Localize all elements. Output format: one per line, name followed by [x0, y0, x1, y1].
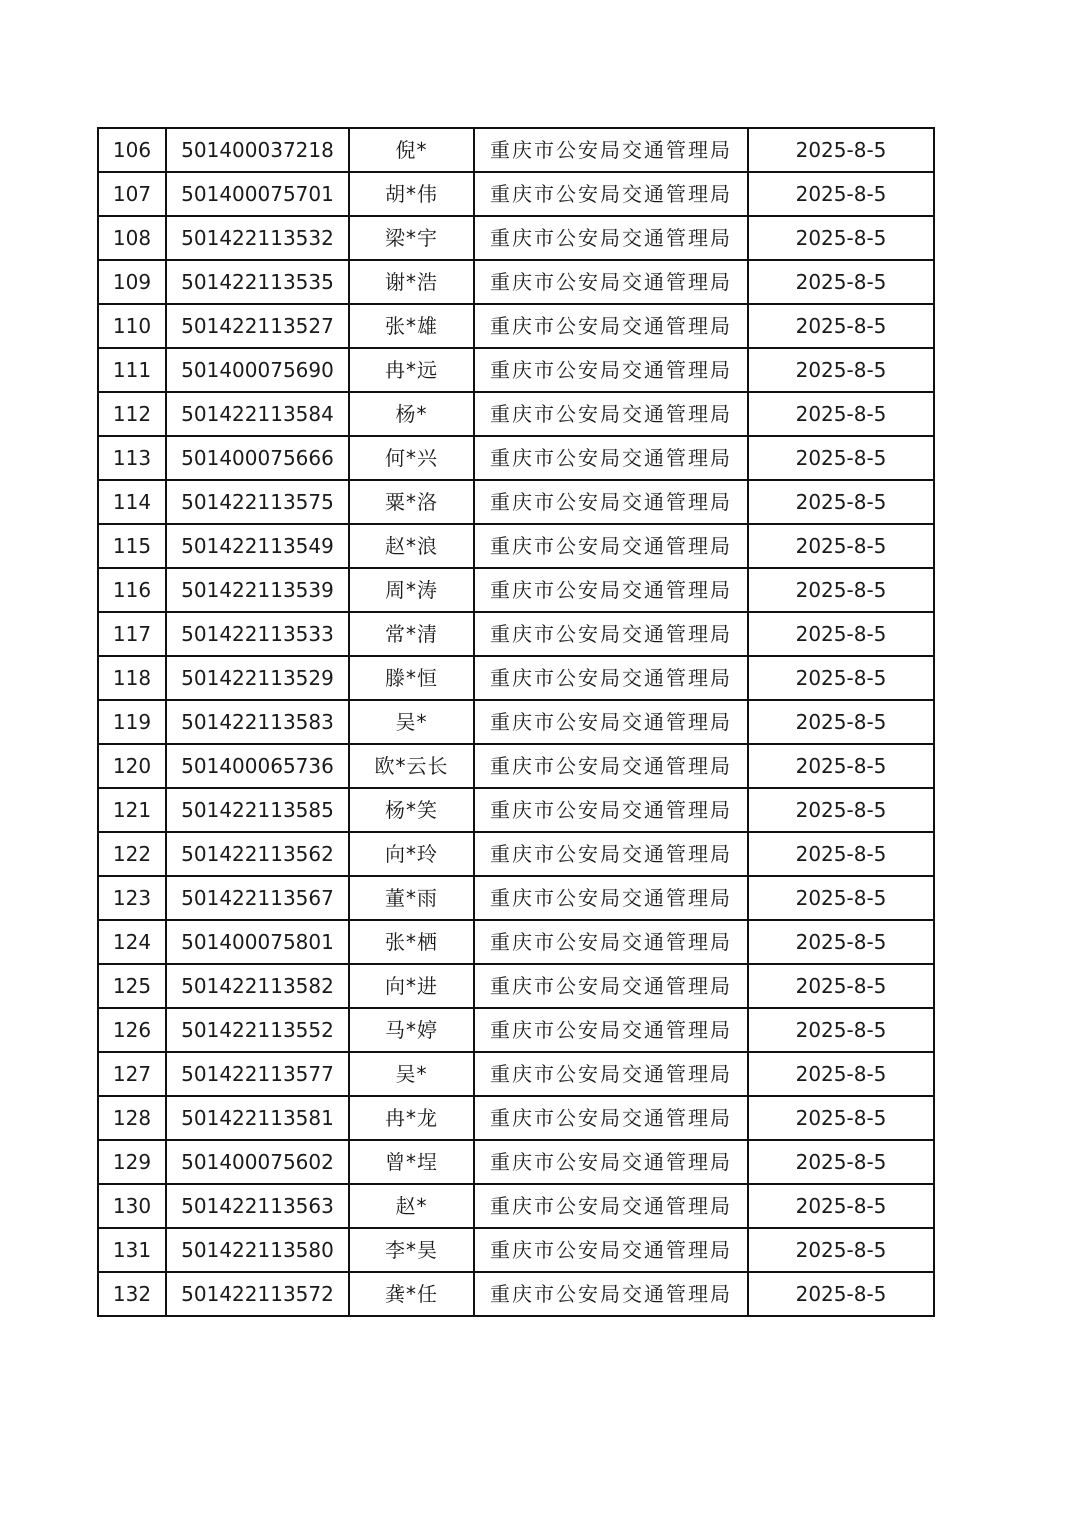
table-row	[98, 128, 934, 172]
person-name-cell: 滕*恒	[349, 656, 474, 700]
row-number-cell: 123	[98, 876, 166, 920]
table-row	[98, 876, 934, 920]
record-id-cell: 501400065736	[166, 744, 349, 788]
person-name-cell: 杨*笑	[349, 788, 474, 832]
row-number-cell: 118	[98, 656, 166, 700]
organization-cell: 重庆市公安局交通管理局	[474, 1008, 748, 1052]
person-name-cell: 吴*	[349, 1052, 474, 1096]
row-number-cell: 120	[98, 744, 166, 788]
organization-cell: 重庆市公安局交通管理局	[474, 700, 748, 744]
record-id-cell: 501400075701	[166, 172, 349, 216]
date-cell: 2025-8-5	[748, 920, 934, 964]
organization-cell: 重庆市公安局交通管理局	[474, 172, 748, 216]
date-cell: 2025-8-5	[748, 964, 934, 1008]
row-number-cell: 112	[98, 392, 166, 436]
organization-cell: 重庆市公安局交通管理局	[474, 1140, 748, 1184]
person-name-cell: 董*雨	[349, 876, 474, 920]
record-id-cell: 501422113583	[166, 700, 349, 744]
date-cell: 2025-8-5	[748, 876, 934, 920]
table-row	[98, 392, 934, 436]
date-cell: 2025-8-5	[748, 1140, 934, 1184]
table-row	[98, 1052, 934, 1096]
record-id-cell: 501422113572	[166, 1272, 349, 1316]
records-table	[97, 127, 935, 1317]
person-name-cell: 冉*龙	[349, 1096, 474, 1140]
row-number-cell: 110	[98, 304, 166, 348]
record-id-cell: 501422113577	[166, 1052, 349, 1096]
date-cell: 2025-8-5	[748, 216, 934, 260]
organization-cell: 重庆市公安局交通管理局	[474, 1228, 748, 1272]
row-number-cell: 108	[98, 216, 166, 260]
date-cell: 2025-8-5	[748, 744, 934, 788]
record-id-cell: 501422113582	[166, 964, 349, 1008]
date-cell: 2025-8-5	[748, 1096, 934, 1140]
date-cell: 2025-8-5	[748, 612, 934, 656]
person-name-cell: 粟*洛	[349, 480, 474, 524]
row-number-cell: 126	[98, 1008, 166, 1052]
record-id-cell: 501422113539	[166, 568, 349, 612]
table-row	[98, 832, 934, 876]
row-number-cell: 132	[98, 1272, 166, 1316]
person-name-cell: 李*昊	[349, 1228, 474, 1272]
row-number-cell: 131	[98, 1228, 166, 1272]
organization-cell: 重庆市公安局交通管理局	[474, 788, 748, 832]
organization-cell: 重庆市公安局交通管理局	[474, 832, 748, 876]
date-cell: 2025-8-5	[748, 1052, 934, 1096]
row-number-cell: 129	[98, 1140, 166, 1184]
person-name-cell: 曾*埕	[349, 1140, 474, 1184]
date-cell: 2025-8-5	[748, 788, 934, 832]
table-row	[98, 744, 934, 788]
record-id-cell: 501422113562	[166, 832, 349, 876]
row-number-cell: 127	[98, 1052, 166, 1096]
record-id-cell: 501422113527	[166, 304, 349, 348]
table-row	[98, 612, 934, 656]
row-number-cell: 106	[98, 128, 166, 172]
person-name-cell: 胡*伟	[349, 172, 474, 216]
organization-cell: 重庆市公安局交通管理局	[474, 392, 748, 436]
organization-cell: 重庆市公安局交通管理局	[474, 568, 748, 612]
organization-cell: 重庆市公安局交通管理局	[474, 348, 748, 392]
table-row	[98, 656, 934, 700]
date-cell: 2025-8-5	[748, 392, 934, 436]
row-number-cell: 115	[98, 524, 166, 568]
record-id-cell: 501400075801	[166, 920, 349, 964]
organization-cell: 重庆市公安局交通管理局	[474, 612, 748, 656]
row-number-cell: 122	[98, 832, 166, 876]
person-name-cell: 赵*	[349, 1184, 474, 1228]
record-id-cell: 501422113567	[166, 876, 349, 920]
person-name-cell: 常*清	[349, 612, 474, 656]
row-number-cell: 119	[98, 700, 166, 744]
organization-cell: 重庆市公安局交通管理局	[474, 436, 748, 480]
table-row	[98, 788, 934, 832]
organization-cell: 重庆市公安局交通管理局	[474, 1096, 748, 1140]
organization-cell: 重庆市公安局交通管理局	[474, 128, 748, 172]
table-row	[98, 172, 934, 216]
table-row	[98, 260, 934, 304]
person-name-cell: 张*栖	[349, 920, 474, 964]
person-name-cell: 梁*宇	[349, 216, 474, 260]
organization-cell: 重庆市公安局交通管理局	[474, 656, 748, 700]
table-row	[98, 568, 934, 612]
row-number-cell: 114	[98, 480, 166, 524]
organization-cell: 重庆市公安局交通管理局	[474, 876, 748, 920]
record-id-cell: 501400037218	[166, 128, 349, 172]
date-cell: 2025-8-5	[748, 260, 934, 304]
table-row	[98, 1272, 934, 1316]
record-id-cell: 501400075602	[166, 1140, 349, 1184]
person-name-cell: 周*涛	[349, 568, 474, 612]
row-number-cell: 128	[98, 1096, 166, 1140]
organization-cell: 重庆市公安局交通管理局	[474, 744, 748, 788]
record-id-cell: 501422113535	[166, 260, 349, 304]
records-table-body	[98, 128, 934, 1316]
date-cell: 2025-8-5	[748, 568, 934, 612]
organization-cell: 重庆市公安局交通管理局	[474, 216, 748, 260]
record-id-cell: 501422113549	[166, 524, 349, 568]
organization-cell: 重庆市公安局交通管理局	[474, 260, 748, 304]
date-cell: 2025-8-5	[748, 304, 934, 348]
row-number-cell: 124	[98, 920, 166, 964]
date-cell: 2025-8-5	[748, 128, 934, 172]
record-id-cell: 501400075690	[166, 348, 349, 392]
date-cell: 2025-8-5	[748, 1008, 934, 1052]
table-row	[98, 1140, 934, 1184]
table-row	[98, 700, 934, 744]
date-cell: 2025-8-5	[748, 1228, 934, 1272]
row-number-cell: 121	[98, 788, 166, 832]
date-cell: 2025-8-5	[748, 480, 934, 524]
table-row	[98, 304, 934, 348]
date-cell: 2025-8-5	[748, 1184, 934, 1228]
person-name-cell: 欧*云长	[349, 744, 474, 788]
table-row	[98, 1096, 934, 1140]
table-row	[98, 524, 934, 568]
organization-cell: 重庆市公安局交通管理局	[474, 964, 748, 1008]
row-number-cell: 107	[98, 172, 166, 216]
table-row	[98, 964, 934, 1008]
person-name-cell: 龚*任	[349, 1272, 474, 1316]
row-number-cell: 116	[98, 568, 166, 612]
table-row	[98, 1184, 934, 1228]
person-name-cell: 何*兴	[349, 436, 474, 480]
person-name-cell: 张*雄	[349, 304, 474, 348]
date-cell: 2025-8-5	[748, 172, 934, 216]
date-cell: 2025-8-5	[748, 700, 934, 744]
person-name-cell: 杨*	[349, 392, 474, 436]
row-number-cell: 111	[98, 348, 166, 392]
table-row	[98, 348, 934, 392]
record-id-cell: 501422113580	[166, 1228, 349, 1272]
date-cell: 2025-8-5	[748, 1272, 934, 1316]
organization-cell: 重庆市公安局交通管理局	[474, 304, 748, 348]
record-id-cell: 501422113529	[166, 656, 349, 700]
record-id-cell: 501422113532	[166, 216, 349, 260]
record-id-cell: 501422113585	[166, 788, 349, 832]
person-name-cell: 谢*浩	[349, 260, 474, 304]
organization-cell: 重庆市公安局交通管理局	[474, 1272, 748, 1316]
table-row	[98, 480, 934, 524]
date-cell: 2025-8-5	[748, 524, 934, 568]
row-number-cell: 125	[98, 964, 166, 1008]
date-cell: 2025-8-5	[748, 832, 934, 876]
record-id-cell: 501422113575	[166, 480, 349, 524]
table-row	[98, 436, 934, 480]
record-id-cell: 501422113563	[166, 1184, 349, 1228]
person-name-cell: 赵*浪	[349, 524, 474, 568]
row-number-cell: 117	[98, 612, 166, 656]
record-id-cell: 501422113552	[166, 1008, 349, 1052]
person-name-cell: 马*婷	[349, 1008, 474, 1052]
organization-cell: 重庆市公安局交通管理局	[474, 920, 748, 964]
person-name-cell: 冉*远	[349, 348, 474, 392]
table-row	[98, 1228, 934, 1272]
person-name-cell: 向*玲	[349, 832, 474, 876]
person-name-cell: 向*进	[349, 964, 474, 1008]
table-row	[98, 216, 934, 260]
date-cell: 2025-8-5	[748, 656, 934, 700]
person-name-cell: 吴*	[349, 700, 474, 744]
record-id-cell: 501422113581	[166, 1096, 349, 1140]
organization-cell: 重庆市公安局交通管理局	[474, 1052, 748, 1096]
record-id-cell: 501422113584	[166, 392, 349, 436]
date-cell: 2025-8-5	[748, 436, 934, 480]
person-name-cell: 倪*	[349, 128, 474, 172]
organization-cell: 重庆市公安局交通管理局	[474, 480, 748, 524]
record-id-cell: 501422113533	[166, 612, 349, 656]
row-number-cell: 109	[98, 260, 166, 304]
organization-cell: 重庆市公安局交通管理局	[474, 1184, 748, 1228]
record-id-cell: 501400075666	[166, 436, 349, 480]
table-row	[98, 920, 934, 964]
organization-cell: 重庆市公安局交通管理局	[474, 524, 748, 568]
row-number-cell: 130	[98, 1184, 166, 1228]
date-cell: 2025-8-5	[748, 348, 934, 392]
table-row	[98, 1008, 934, 1052]
row-number-cell: 113	[98, 436, 166, 480]
